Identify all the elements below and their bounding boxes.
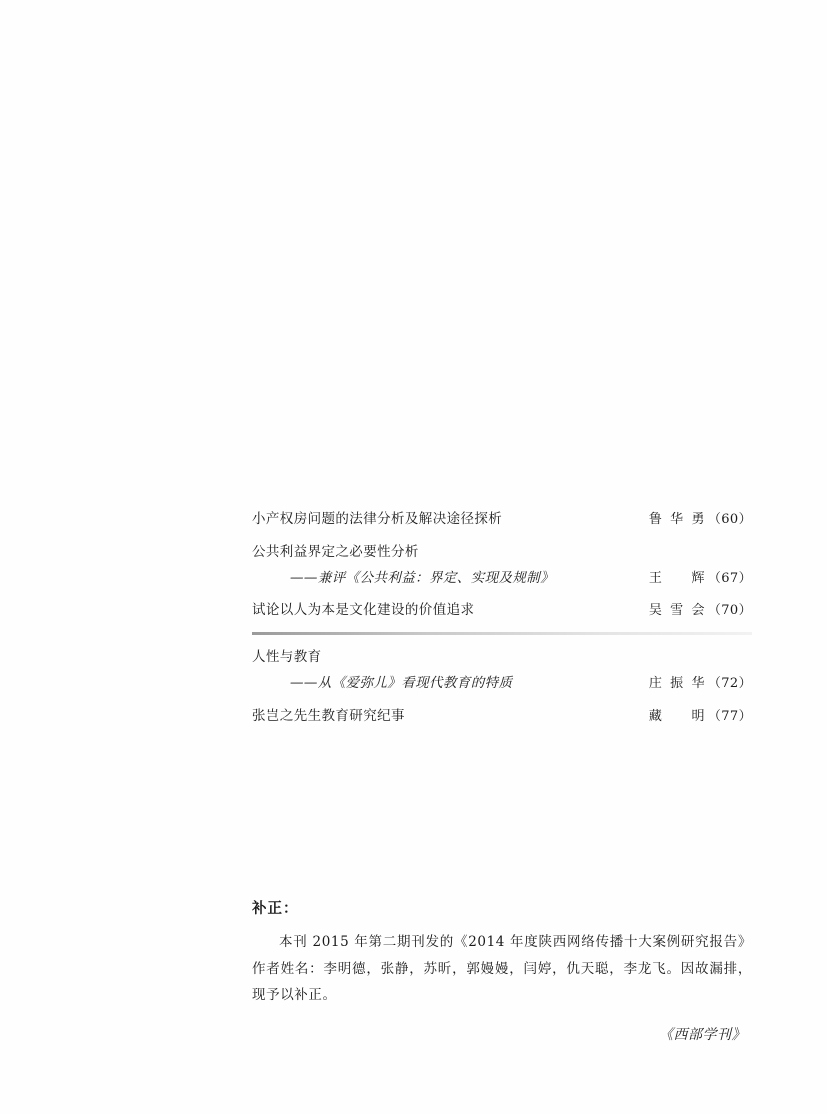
toc-entry-meta	[649, 570, 752, 588]
toc-entry-author: 庄振华	[648, 676, 705, 692]
toc-entry-meta	[649, 602, 752, 620]
toc-section-two	[252, 648, 752, 739]
toc-entry-page: （77）	[707, 708, 752, 724]
section-divider	[252, 632, 752, 635]
toc-entry-subtitle: ——从《爱弥儿》看现代教育的特质	[290, 675, 513, 692]
toc-entry-page: （60）	[707, 512, 752, 527]
toc-entry-author: 藏 明	[648, 708, 705, 724]
toc-entry-page: （72）	[707, 676, 752, 692]
notice-body: 本刊 2015 年第二期刊发的《2014 年度陕西网络传播十大案例研究报告》作者姓名：李明德，张静，苏昕，郭嫚嫚，闫婷，仇天聪，李龙飞。因故漏排，现予以补正。	[252, 934, 752, 1003]
toc-entry-page: （67）	[707, 570, 752, 586]
toc-entry-subtitle: ——兼评《公共利益：界定、实现及规制》	[290, 569, 555, 586]
toc-entry-title: 试论以人为本是文化建设的价值追求	[252, 602, 475, 619]
toc-entry-title: 人性与教育	[252, 649, 322, 665]
toc-entry-meta	[649, 511, 752, 529]
toc-entry-title: 公共利益界定之必要性分析	[252, 543, 419, 560]
toc-entry	[252, 601, 752, 620]
toc-entry	[252, 569, 752, 588]
toc-entry-author: 王 辉	[648, 570, 705, 586]
toc-entry-title: 张岂之先生教育研究纪事	[252, 707, 405, 724]
notice-signature: 《西部学刊》	[659, 1027, 746, 1044]
toc-entry-author: 吴雪会	[648, 603, 705, 619]
toc-entry	[252, 648, 752, 666]
toc-entry-title: 小产权房问题的法律分析及解决途径探析	[252, 511, 503, 527]
toc-entry-meta	[649, 675, 752, 693]
toc-entry	[252, 543, 752, 561]
toc-entry-meta	[649, 708, 752, 726]
toc-section-one	[252, 510, 752, 634]
toc-entry	[252, 510, 752, 529]
toc-entry	[252, 674, 752, 693]
notice-heading: 补正：	[252, 901, 299, 917]
correction-notice	[252, 895, 752, 1050]
toc-entry-author: 鲁华勇	[648, 512, 705, 527]
toc-entry	[252, 707, 752, 726]
toc-entry-page: （70）	[707, 603, 752, 619]
